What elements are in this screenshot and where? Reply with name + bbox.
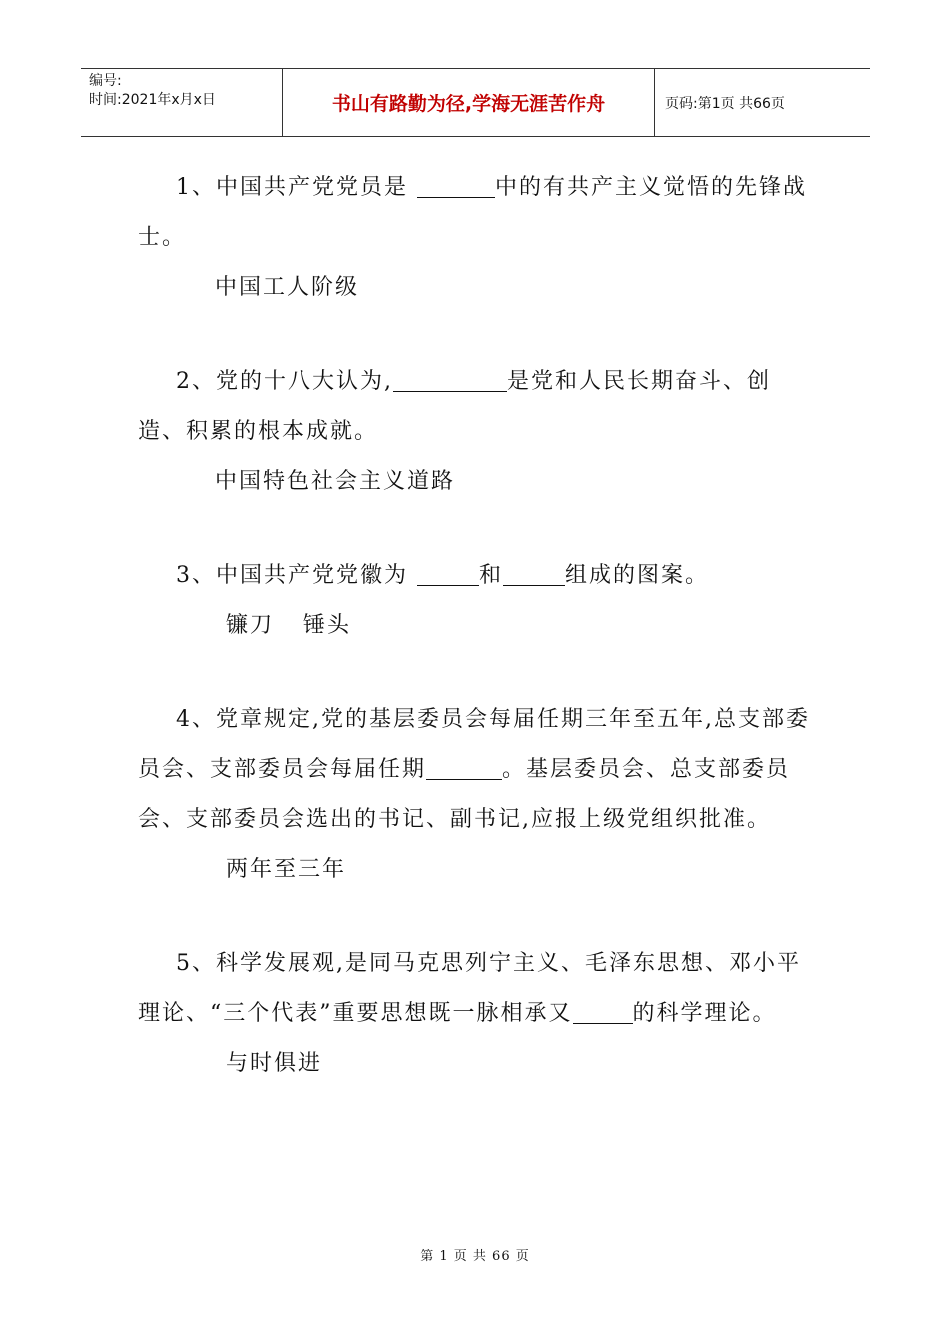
number-label: 编号:: [89, 73, 122, 89]
fill-blank: [417, 563, 479, 586]
header-meta: [81, 69, 283, 136]
question-5: [138, 939, 818, 1039]
question-text: 和: [479, 563, 504, 588]
page-footer: 第 1 页 共 66 页: [420, 1249, 530, 1264]
answer-2: 中国特色社会主义道路: [215, 469, 456, 494]
page-header: [81, 68, 870, 137]
header-motto: 书山有路勤为径,学海无涯苦作舟: [283, 69, 655, 136]
document-body: [138, 163, 818, 1089]
fill-blank: [426, 757, 502, 780]
fill-blank: [573, 1001, 633, 1024]
question-text: 。基层委员会、总支部委员会、支部委员会选出的书记、副书记,应报上级党组织批准。: [138, 757, 791, 832]
answer-1: 中国工人阶级: [215, 275, 360, 300]
fill-blank: [503, 563, 565, 586]
question-3: [138, 551, 818, 601]
question-4: [138, 695, 818, 845]
question-1: [138, 163, 818, 263]
answer-5: 与时俱进: [226, 1051, 323, 1076]
answer-3: 镰刀 锤头: [226, 613, 351, 638]
question-text: 组成的图案。: [565, 563, 710, 588]
question-text: 是党和人民长期奋斗、创造、积累的根本成就。: [138, 369, 772, 444]
question-2: [138, 357, 818, 457]
question-text: 中的有共产主义觉悟的先锋战士。: [138, 175, 808, 250]
question-text: 2、党的十八大认为,: [176, 369, 393, 394]
answer-4: 两年至三年: [226, 857, 347, 882]
header-page-info: 页码:第1页 共66页: [665, 95, 785, 112]
fill-blank: [417, 175, 495, 198]
question-text: 4、党章规定,党的基层委员会每届任期三年至五年,总支部委员会、支部委员会每届任期: [138, 707, 810, 782]
question-text: 3、中国共产党党徽为: [176, 563, 417, 588]
question-text: 5、科学发展观,是同马克思列宁主义、毛泽东思想、邓小平理论、“三个代表”重要思想既一脉相承又: [138, 951, 801, 1026]
question-text: 1、中国共产党党员是: [176, 175, 417, 200]
question-text: 的科学理论。: [632, 1001, 777, 1026]
fill-blank: [393, 369, 507, 392]
time-label: 时间:2021年x月x日: [89, 92, 216, 108]
